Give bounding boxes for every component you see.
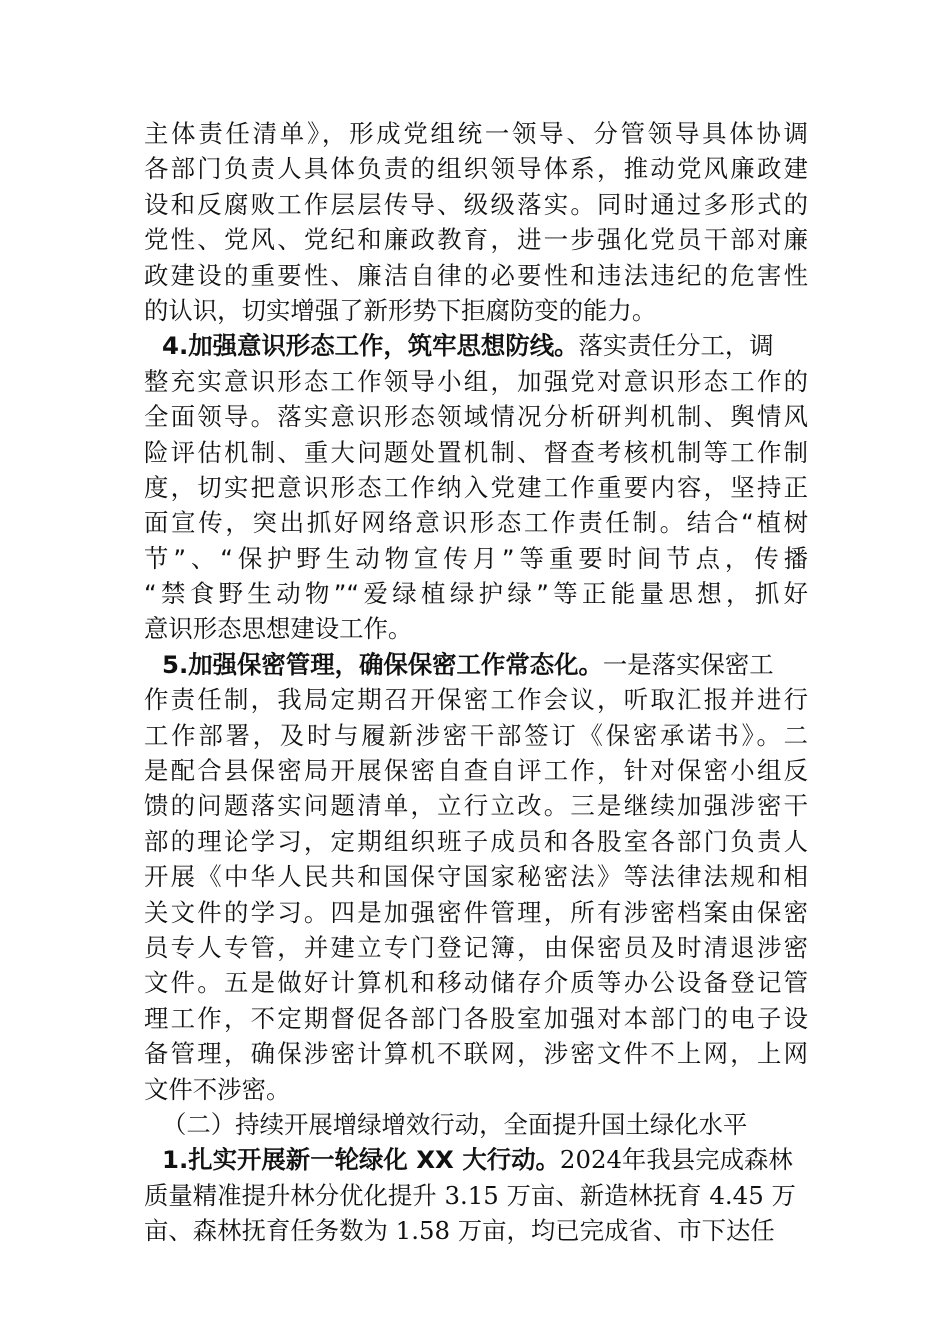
text-line: 馈的问题落实问题清单，立行立改。三是继续加强涉密干: [144, 791, 808, 821]
paragraph-greening: [144, 1142, 808, 1248]
value-number: 1.58: [395, 1216, 450, 1246]
paragraph-first-line: [144, 647, 808, 682]
text-line: 面宣传，突出抓好网络意识形态工作责任制。结合“植树: [144, 508, 808, 538]
text-line: 党性、党风、党纪和廉政教育，进一步强化党员干部对廉: [144, 225, 808, 255]
paragraph-first-line: [144, 328, 808, 363]
paragraph-heading: 4.加强意识形态工作，筑牢思想防线。: [162, 331, 579, 361]
paragraph-first-line: [144, 1142, 808, 1177]
text-line: 作责任制，我局定期召开保密工作会议，听取汇报并进行: [144, 685, 808, 715]
text-line: 设和反腐败工作层层传导、级级落实。同时通过多形式的: [144, 189, 808, 219]
paragraph-confidentiality: [144, 647, 808, 1107]
paragraph-ideology: [144, 328, 808, 647]
value-number: 4.45: [709, 1180, 764, 1210]
text-run: 一是落实保密工: [602, 649, 774, 679]
text-line: 员专人专管，并建立专门登记簿，由保密员及时清退涉密: [144, 932, 808, 962]
text-run: 亩、森林抚育任务数为: [144, 1216, 396, 1246]
text-line: 的认识，切实增强了新形势下拒腐防变的能力。: [144, 295, 657, 325]
text-run: 万亩，均已完成省、市下达任: [449, 1216, 775, 1246]
text-line: [144, 1178, 808, 1213]
text-line: 文件。五是做好计算机和移动储存介质等办公设备登记管: [144, 968, 808, 998]
text-line: 理工作，不定期督促各部门各股室加强对本部门的电子设: [144, 1003, 808, 1033]
text-line: 整充实意识形态工作领导小组，加强党对意识形态工作的: [144, 366, 808, 396]
text-line: 关文件的学习。四是加强密件管理，所有涉密档案由保密: [144, 897, 808, 927]
text-line: 节”、“保护野生动物宣传月”等重要时间节点，传播: [144, 543, 808, 573]
year-number: 2024: [559, 1145, 622, 1175]
text-line: 是配合县保密局开展保密自查自评工作，针对保密小组反: [144, 756, 808, 786]
text-run: 万亩、新造林抚育: [498, 1180, 710, 1210]
text-line: “禁食野生动物”“爱绿植绿护绿”等正能量思想，抓好: [144, 579, 808, 609]
text-line: 度，切实把意识形态工作纳入党建工作重要内容，坚持正: [144, 472, 808, 502]
text-line: 各部门负责人具体负责的组织领导体系，推动党风廉政建: [144, 154, 808, 184]
section-title: （二）持续开展增绿增效行动，全面提升国土绿化水平: [162, 1109, 748, 1139]
paragraph-heading: 1.扎实开展新一轮绿化 XX 大行动。: [162, 1145, 560, 1175]
text-line: 文件不涉密。: [144, 1074, 291, 1104]
text-run: 万: [763, 1180, 796, 1210]
text-line: 主体责任清单》，形成党组统一领导、分管领导具体协调: [144, 119, 808, 148]
value-number: 3.15: [444, 1180, 499, 1210]
text-line: 政建设的重要性、廉洁自律的必要性和违法违纪的危害性: [144, 260, 808, 290]
text-line: 工作部署，及时与履新涉密干部签订《保密承诺书》。二: [144, 720, 808, 750]
paragraph-accountability: [144, 116, 808, 328]
text-line: 开展《中华人民共和国保守国家秘密法》等法律法规和相: [144, 862, 808, 892]
paragraph-heading: 5.加强保密管理，确保保密工作常态化。: [162, 649, 603, 679]
text-line: 部的理论学习，定期组织班子成员和各股室各部门负责人: [144, 826, 808, 856]
text-run: 质量精准提升林分优化提升: [144, 1180, 445, 1210]
text-line: [144, 1213, 808, 1248]
text-line: 险评估机制、重大问题处置机制、督查考核机制等工作制: [144, 437, 808, 467]
text-run: 年我县完成森林: [622, 1145, 793, 1175]
document-page: [144, 116, 808, 1249]
text-line: 全面领导。落实意识形态领域情况分析研判机制、舆情风: [144, 402, 808, 432]
text-run: 落实责任分工，调: [578, 331, 774, 361]
text-line: 备管理，确保涉密计算机不联网，涉密文件不上网，上网: [144, 1039, 808, 1069]
text-line: 意识形态思想建设工作。: [144, 614, 413, 644]
